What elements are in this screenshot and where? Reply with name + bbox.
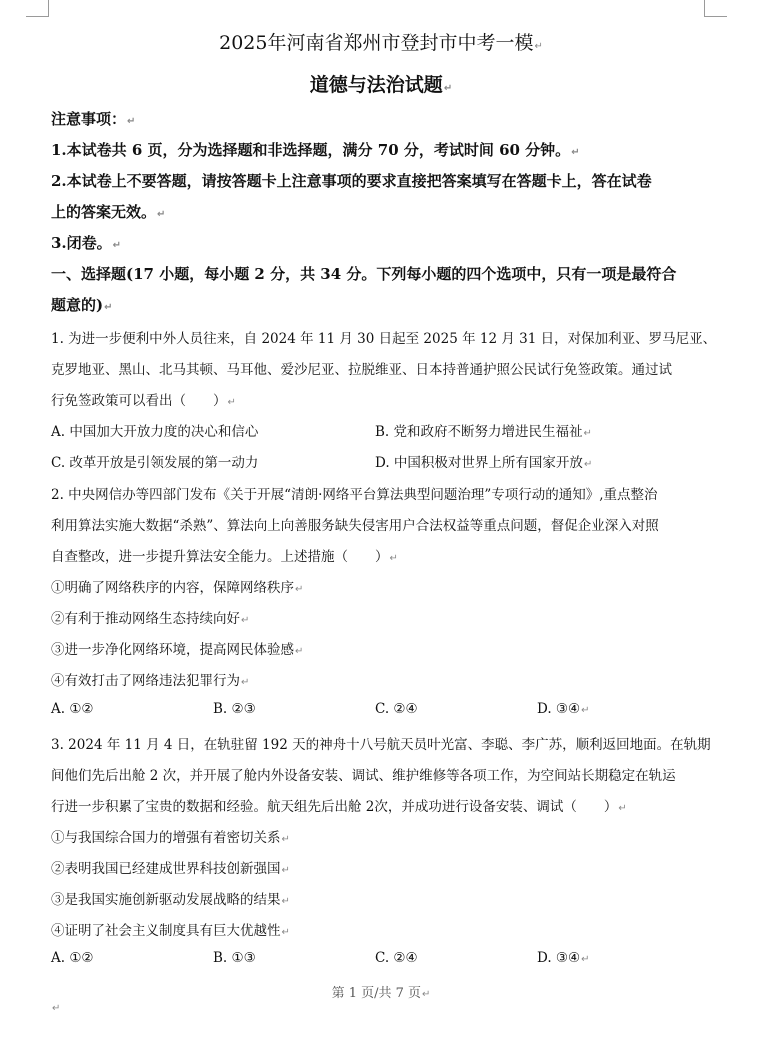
question-1-option-b: B. 党和政府不断努力增进民生福祉↵	[375, 424, 592, 440]
exam-title: 2025年河南省郑州市登封市中考一模↵	[219, 32, 543, 54]
question-2-statement-4: ④有效打击了网络违法犯罪行为↵	[51, 673, 250, 689]
question-1-line-1: 1. 为进一步便利中外人员往来，自 2024 年 11 月 30 日起至 2025 年 12 月 31 日，对保加利亚、罗马尼亚、	[51, 331, 717, 347]
question-2-option-b: B. ②③	[213, 701, 256, 717]
empty-paragraph-mark: ↵	[52, 1003, 61, 1014]
question-2-option-a: A. ①②	[51, 701, 94, 717]
question-1-option-a: A. 中国加大开放力度的决心和信心	[51, 424, 259, 440]
question-3-line-3: 行进一步积累了宝贵的数据和经验。航天组先后出舱 2次，并成功进行设备安装、调试（ ）↵	[51, 799, 627, 815]
question-3-option-a: A. ①②	[51, 950, 94, 966]
notice-item-2-line-1: 2.本试卷上不要答题，请按答题卡上注意事项的要求直接把答案填写在答题卡上，答在试卷	[51, 172, 652, 190]
section-heading-line-2: 题意的)↵	[51, 296, 113, 314]
question-2-statement-3: ③进一步净化网络环境，提高网民体验感↵	[51, 642, 304, 658]
notice-item-2-line-2: 上的答案无效。↵	[51, 203, 166, 221]
notice-item-3: 3.闭卷。↵	[51, 234, 122, 252]
question-1-line-3: 行免签政策可以看出（ ）↵	[51, 393, 236, 409]
notice-item-1: 1.本试卷共 6 页，分为选择题和非选择题，满分 70 分，考试时间 60 分钟。↵	[51, 141, 580, 159]
exam-subtitle: 道德与法治试题↵	[309, 74, 453, 96]
question-3-line-2: 间他们先后出舱 2 次，并开展了舱内外设备安装、调试、维护维修等各项工作，为空间站长期稳定在轨运	[51, 768, 676, 784]
question-3-statement-4: ④证明了社会主义制度具有巨大优越性↵	[51, 923, 290, 939]
question-1-option-d: D. 中国积极对世界上所有国家开放↵	[375, 455, 593, 471]
question-2-line-3: 自查整改，进一步提升算法安全能力。上述措施（ ）↵	[51, 549, 398, 565]
question-3-line-1: 3. 2024 年 11 月 4 日，在轨驻留 192 天的神舟十八号航天员叶光富、李聪、李广苏，顺利返回地面。在轨期	[51, 737, 711, 753]
question-3-statement-2: ②表明我国已经建成世界科技创新强国↵	[51, 861, 290, 877]
question-2-option-d: D. ③④↵	[537, 701, 590, 717]
crop-mark-top-left	[26, 0, 49, 17]
question-1-option-c: C. 改革开放是引领发展的第一动力	[51, 455, 259, 471]
section-heading-line-1: 一、选择题(17 小题，每小题 2 分，共 34 分。下列每小题的四个选项中，只有一项是最符合	[51, 265, 677, 283]
question-3-statement-3: ③是我国实施创新驱动发展战略的结果↵	[51, 892, 290, 908]
question-2-statement-1: ①明确了网络秩序的内容，保障网络秩序↵	[51, 580, 304, 596]
crop-mark-top-right	[704, 0, 727, 17]
question-2-option-c: C. ②④	[375, 701, 418, 717]
question-3-option-b: B. ①③	[213, 950, 256, 966]
page-footer: 第 1 页/共 7 页↵	[331, 986, 431, 1001]
question-1-line-2: 克罗地亚、黑山、北马其顿、马耳他、爱沙尼亚、拉脱维亚、日本持普通护照公民试行免签政策。通过试	[51, 362, 672, 378]
notice-heading: 注意事项：↵	[51, 110, 136, 128]
question-3-statement-1: ①与我国综合国力的增强有着密切关系↵	[51, 830, 290, 846]
question-3-option-c: C. ②④	[375, 950, 418, 966]
question-2-statement-2: ②有利于推动网络生态持续向好↵	[51, 611, 250, 627]
question-2-line-2: 利用算法实施大数据“杀熟”、算法向上向善服务缺失侵害用户合法权益等重点问题，督促企业深入对照	[51, 518, 659, 534]
question-3-option-d: D. ③④↵	[537, 950, 590, 966]
question-2-line-1: 2. 中央网信办等四部门发布《关于开展“清朗·网络平台算法典型问题治理”专项行动的通知》,重点整治	[51, 487, 658, 503]
